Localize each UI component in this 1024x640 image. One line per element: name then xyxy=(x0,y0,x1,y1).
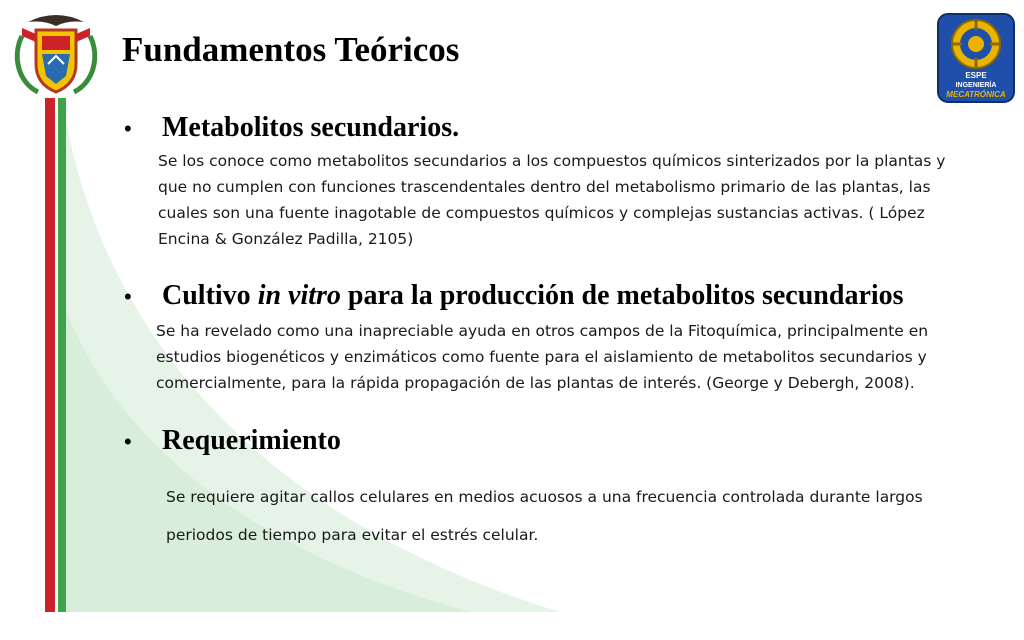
section-heading xyxy=(162,280,904,312)
heading-italic-part: in vitro xyxy=(257,280,341,311)
section-body: Se ha revelado como una inapreciable ayuda en otros campos de la Fitoquímica, principalmente en estudios biogenéticos y enzimáticos como fuente para el aislamiento de metabolitos secundarios y comercialmente, para la rápida propagación de las plantas de interés. (George y Debergh, 2008). xyxy=(156,322,929,392)
heading-part: para la producción de metabolitos secundarios xyxy=(340,280,904,311)
red-stripe xyxy=(45,98,55,612)
page-title: Fundamentos Teóricos xyxy=(122,30,460,69)
section-requerimiento xyxy=(124,425,341,457)
green-stripe xyxy=(58,98,66,612)
section-cultivo xyxy=(124,280,904,312)
logo-text-espe: ESPE xyxy=(965,71,987,80)
section-metabolitos xyxy=(124,112,459,144)
bullet-dot: • xyxy=(124,284,132,309)
section-heading: Requerimiento xyxy=(162,425,341,456)
section-heading: Metabolitos secundarios. xyxy=(162,112,460,143)
bullet-dot: • xyxy=(124,429,132,454)
coat-of-arms-emblem xyxy=(8,6,104,102)
heading-part: Cultivo xyxy=(162,280,258,311)
bullet-dot: • xyxy=(124,116,132,141)
section-body: Se los conoce como metabolitos secundarios a los compuestos químicos sinterizados por la plantas y que no cumplen con funciones trascendentales dentro del metabolismo primario de las plantas, las cuales son una fuente inagotable de compuestos químicos y complejas sustancias activas. ( López Encina & González Padilla, 2105) xyxy=(158,152,946,248)
section-body: Se requiere agitar callos celulares en medios acuosos a una frecuencia controlada durante largos periodos de tiempo para evitar el estrés celular. xyxy=(166,488,923,544)
logo-text-ingenieria: INGENIERÍA xyxy=(955,82,997,89)
logo-text-mecatronica: MECATRÓNICA xyxy=(946,90,1006,99)
mecatronica-logo xyxy=(936,8,1016,104)
